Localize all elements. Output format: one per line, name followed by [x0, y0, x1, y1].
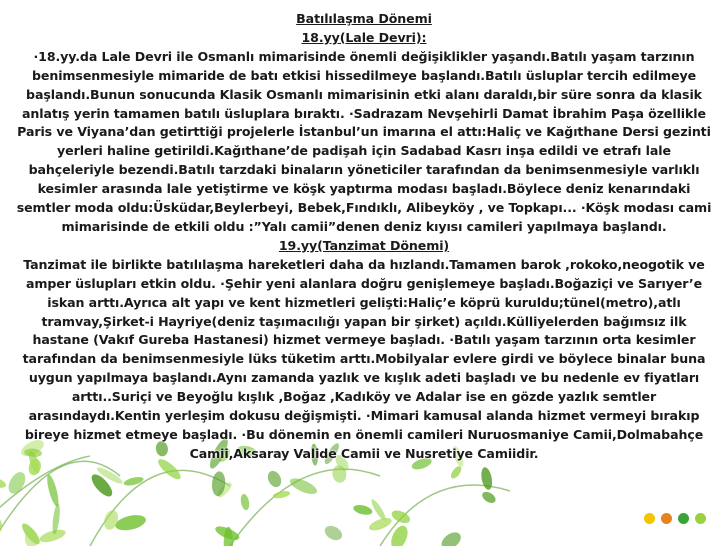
leaf-shape — [123, 475, 145, 487]
leaf-shape — [5, 469, 29, 496]
leaf-shape — [322, 523, 344, 543]
section-title: Batılılaşma Dönemi — [296, 11, 432, 26]
leaf-shape — [240, 493, 251, 511]
section-title: 19.yy(Tanzimat Dönemi) — [278, 237, 450, 253]
leaf-shape — [45, 473, 61, 507]
leaf-shape — [0, 474, 7, 490]
stem — [90, 470, 230, 546]
dot-icon — [661, 513, 672, 524]
leaf-shape — [38, 527, 67, 545]
dot-icon — [695, 513, 706, 524]
leaf-shape — [367, 515, 393, 533]
slide-text-body — [14, 10, 714, 464]
leaf-shape — [265, 469, 284, 490]
leaf-shape — [114, 512, 148, 532]
dot-icon — [678, 513, 689, 524]
leaf-shape — [352, 503, 373, 516]
dot-icon — [644, 513, 655, 524]
leaf-shape — [388, 523, 411, 546]
leaf-shape — [438, 529, 463, 546]
section-paragraph: ·18.yy.da Lale Devri ile Osmanlı mimarisinde önemli değişiklikler yaşandı.Batılı yaşam tarzının benimsenmesiyle mimaride de batı etkisi hissedilmeye başlandı.Batılı üsluplar tercih edilmeye başlandı.Bunun sonucunda Klasik Osmanlı mimarisinin etki alanı daraldı,bir süre sonra da klasik anlatış yerin tamamen batılı üsluplara bıraktı. ·Sadrazam Nevşehirli Damat İbrahim Paşa özellikle Paris ve Viyana’dan getirttiği projelerle İstanbul’un imarına el attı:Haliç ve Kağıthane Dersi gezinti yerleri haline getirildi.Kağıthane’de padişah için Sadabad Kasrı inşa edildi ve etrafı lale bahçeleriyle bezendi.Batılı tarzdaki binaların yöneticiler tarafından da benimsenmesiyle varlıklı kesimler arasında lale yetiştirme ve köşk yaptırma modası başladı.Böylece deniz kenarındaki semtler moda oldu:Üsküdar,Beylerbeyi, Bebek,Fındıklı, Alibeyköy , ve Topkapı... ·Köşk modası cami mimarisinde de etkili oldu :”Yalı camii”denen deniz kıyısı camileri yapılmaya başlandı. — [16, 48, 712, 234]
decorative-dots — [644, 513, 706, 524]
section-subtitle: 18.yy(Lale Devri): — [301, 29, 427, 45]
section-paragraph: Tanzimat ile birlikte batılılaşma hareketleri daha da hızlandı.Tamamen barok ,rokoko,neogotik ve amper üslupları etkin oldu. ·Şehir yeni alanlara doğru genişlemeye başladı.Boğaziçi ve Sarıyer’e iskan arttı.Ayrıca alt yapı ve kent hizmetleri gelişti:Haliç’e köprü kuruldu;tünel(metro),atlı tramvay,Şirket-i Hayriye(deniz taşımacılığı yapan bir şirket) açıldı.Külliyelerden bağımsız ilk hastane (Vakıf Gureba Hastanesi) hizmet vermeye başladı. ·Batılı yaşam tarzının orta kesimler tarafından da benimsenmesiyle lüks tüketim arttı.Mobilyalar evlere girdi ve böylece binalar buna uygun yapılmaya başlandı.Aynı zamanda yazlık ve kışlık adeti başladı ve bu nedenle ev fiyatları arttı..Suriçi ve Beyoğlu kışlık ,Boğaz ,Kadıköy ve Adalar ise en gözde yazlık semtler arasındaydı.Kentin yerleşim dokusu değişmişti. ·Mimari kamusal alanda hizmet vermeyi bırakıp bireye hizmet etmeye başladı. ·Bu dönemin en önemli camileri Nuruosmaniye Camii,Dolmabahçe Camii,Aksaray Valide Camii ve Nusretiye Camiidir. — [22, 256, 706, 461]
leaf-shape — [480, 490, 497, 506]
